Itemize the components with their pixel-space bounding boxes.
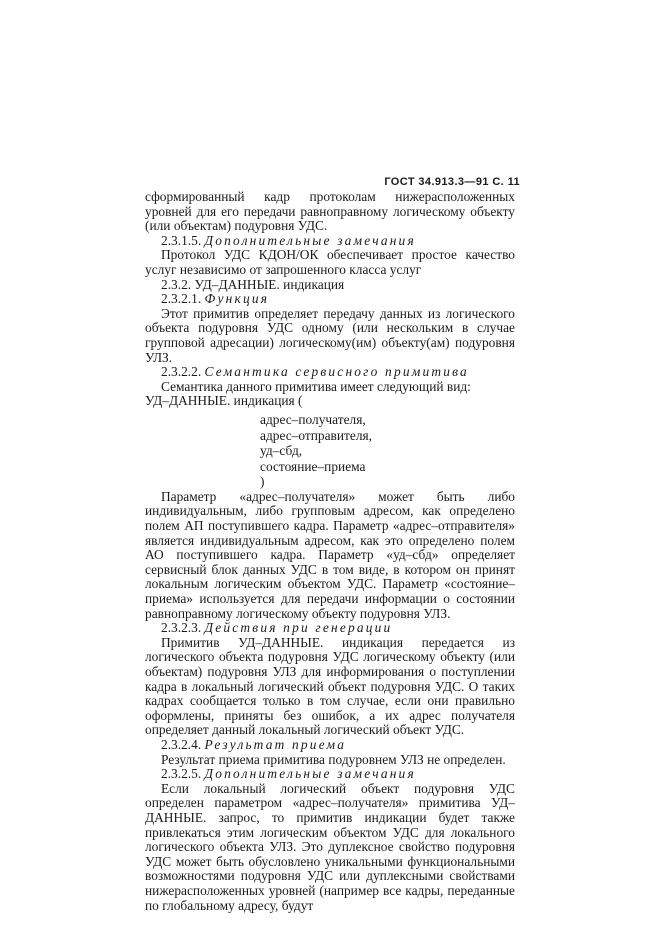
paragraph: Примитив УД–ДАННЫЕ. индикация передается из логического объекта подуровня УДС логическому объекту (или объектам) подуровня УЛЗ для информирования о поступлении кадра в локальный логический объект подуровня УДС. О таких кадрах сообщается только в том случае, если они правильно оформлены, приняты без ошибок, а их адрес получателя определяет данный локальный логический объект УДС. (145, 634, 515, 738)
parameter: состояние–приема (260, 458, 366, 474)
paragraph: Результат приема примитива подуровнем УЛЗ не определен. (161, 751, 506, 767)
section-title: Результат приема (204, 736, 347, 752)
section-number: 2.3.2. (161, 276, 192, 292)
section-number: 2.3.2.5. (161, 766, 202, 782)
paragraph: Если локальный логический объект подуровня УДС определен параметром «адрес–получателя» примитива УД–ДАННЫЕ. запрос, то примитив индикации будет также привлекаться этим логическим объектом УДС для локального логического объекта УЛЗ. Это дуплексное свойство подуровня УДС может быть обусловлено уникальными функциональными возможностями подуровня УДС или дуплексными свойствами нижерасположенных уровней (например все кадры, переданные по глобальному адресу, будут (145, 780, 515, 913)
section-number: 2.3.2.1. (161, 291, 202, 307)
section-number: 2.3.2.4. (161, 736, 202, 752)
section-title: Функция (204, 291, 270, 307)
section-heading (145, 234, 515, 249)
page-header: ГОСТ 34.913.3—91 С. 11 (384, 176, 520, 188)
paragraph: Этот примитив определяет передачу данных из логического объекта подуровня УДС одному (или нескольким в случае групповой адресации) логическому(им) объекту(ам) подуровня УЛЗ. (145, 305, 515, 365)
section-heading (145, 621, 515, 636)
paragraph: Протокол УДС КДОН/ОК обеспечивает простое качество услуг независимо от запрошенного класса услуг (145, 247, 515, 277)
section-number: 2.3.1.5. (161, 232, 202, 248)
primitive-parameters (145, 412, 515, 490)
paragraph: Параметр «адрес–получателя» может быть либо индивидуальным, либо групповым адресом, как определено полем АП поступившего кадра. Параметр «адрес–отправителя» является индивидуальным адресом, как это определено полем АО поступившего кадра. Параметр «уд–сбд» определяет сервисный блок данных УДС в том виде, в котором он принят локальным логическим объектом УДС. Параметр «состояние–приема» используется для передачи информации о состоянии равноправному логическому объекту подуровня УЛЗ. (145, 488, 515, 621)
section-title: Семантика сервисного примитива (204, 364, 469, 380)
section-title: Дополнительные замечания (204, 232, 416, 248)
section-heading (145, 292, 515, 307)
closing-paren: ) (260, 474, 265, 490)
parameter: уд–сбд, (260, 443, 303, 459)
parameter: адрес–получателя, (260, 411, 366, 427)
document-body (145, 190, 515, 913)
section-heading (145, 738, 515, 753)
section-title: УД–ДАННЫЕ. индикация (194, 276, 345, 292)
section-number: 2.3.2.2. (161, 364, 202, 380)
section-heading (145, 278, 515, 293)
parameter: адрес–отправителя, (260, 427, 373, 443)
primitive-head: УД–ДАННЫЕ. индикация ( (145, 393, 303, 409)
paragraph: сформированный кадр протоколам нижерасположенных уровней для его передачи равноправному логическому объекту (или объектам) подуровня УДС. (145, 189, 515, 234)
section-heading (145, 767, 515, 782)
section-title: Действия при генерации (204, 620, 393, 636)
section-heading (145, 365, 515, 380)
paragraph: Семантика данного примитива имеет следующий вид: (161, 378, 471, 394)
section-number: 2.3.2.3. (161, 620, 202, 636)
section-title: Дополнительные замечания (204, 766, 416, 782)
